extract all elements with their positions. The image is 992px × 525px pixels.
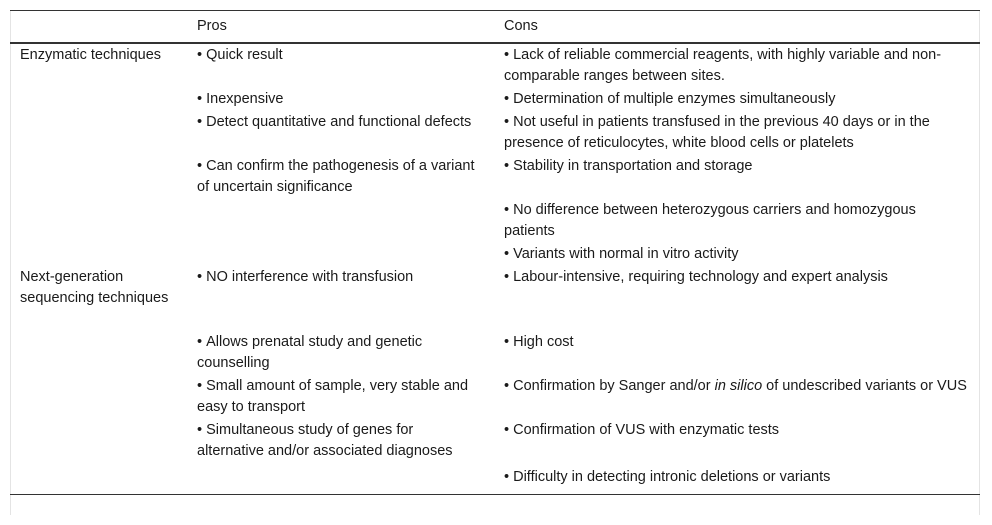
pro-cell <box>187 331 494 375</box>
table-row <box>10 331 980 375</box>
con-cell <box>494 419 980 463</box>
header-row <box>10 11 980 44</box>
con-text: • Not useful in patients transfused in the previous 40 days or in the presence of reticulocytes, white blood cells or platelets <box>504 114 930 151</box>
con-text: • Determination of multiple enzymes simultaneously <box>504 91 835 107</box>
table-row <box>10 199 980 243</box>
con-text: • High cost <box>504 334 574 350</box>
table-row <box>10 375 980 419</box>
con-text: • Difficulty in detecting intronic deletions or variants <box>504 469 830 485</box>
con-text-prefix: • Confirmation by Sanger and/or <box>504 378 715 394</box>
pro-cell <box>187 111 494 155</box>
con-text-suffix: of undescribed variants or VUS <box>762 378 967 394</box>
con-cell <box>494 111 980 155</box>
con-cell <box>494 243 980 266</box>
table-row <box>10 43 980 88</box>
pro-cell <box>187 199 494 243</box>
pro-text: • Simultaneous study of genes for alternative and/or associated diagnoses <box>197 422 453 459</box>
table-row <box>10 419 980 463</box>
con-cell <box>494 155 980 199</box>
pro-cell <box>187 266 494 331</box>
con-cell <box>494 266 980 331</box>
pro-cell <box>187 419 494 463</box>
group-label-ngs: Next-generation sequencing techniques <box>20 269 169 306</box>
pro-text: • Small amount of sample, very stable and easy to transport <box>197 378 468 415</box>
con-text: • No difference between heterozygous carriers and homozygous patients <box>504 202 916 239</box>
table-row <box>10 111 980 155</box>
pro-cell <box>187 155 494 199</box>
pro-cell <box>187 243 494 266</box>
header-pros: Pros <box>197 18 227 34</box>
header-cons: Cons <box>504 18 538 34</box>
header-empty <box>10 11 187 44</box>
pro-text: • Quick result <box>197 47 283 63</box>
con-cell <box>494 331 980 375</box>
con-cell <box>494 88 980 111</box>
group-label-enzymatic: Enzymatic techniques <box>20 47 162 63</box>
pro-cell <box>187 88 494 111</box>
pro-text: • NO interference with transfusion <box>197 269 413 285</box>
pro-text: • Inexpensive <box>197 91 284 107</box>
con-text: • Lack of reliable commercial reagents, with highly variable and non-comparable ranges between sites. <box>504 47 941 84</box>
pro-text: • Allows prenatal study and genetic counselling <box>197 334 422 371</box>
con-text: • Confirmation of VUS with enzymatic tests <box>504 422 779 438</box>
con-cell <box>494 199 980 243</box>
pro-text: • Can confirm the pathogenesis of a variant of uncertain significance <box>197 158 475 195</box>
table-row <box>10 243 980 266</box>
table-row <box>10 266 980 331</box>
pro-cell <box>187 375 494 419</box>
con-text: • Stability in transportation and storage <box>504 158 753 174</box>
con-text-italic: in silico <box>714 378 763 394</box>
table-row <box>10 88 980 111</box>
table-row <box>10 463 980 494</box>
con-text: • Variants with normal in vitro activity <box>504 246 738 262</box>
table-row <box>10 155 980 199</box>
comparison-table <box>10 10 980 495</box>
pro-cell <box>187 43 494 88</box>
pro-cell <box>187 463 494 494</box>
con-cell <box>494 375 980 419</box>
con-cell <box>494 43 980 88</box>
con-cell <box>494 463 980 494</box>
con-text: • Labour-intensive, requiring technology and expert analysis <box>504 269 888 285</box>
pro-text: • Detect quantitative and functional defects <box>197 114 471 130</box>
